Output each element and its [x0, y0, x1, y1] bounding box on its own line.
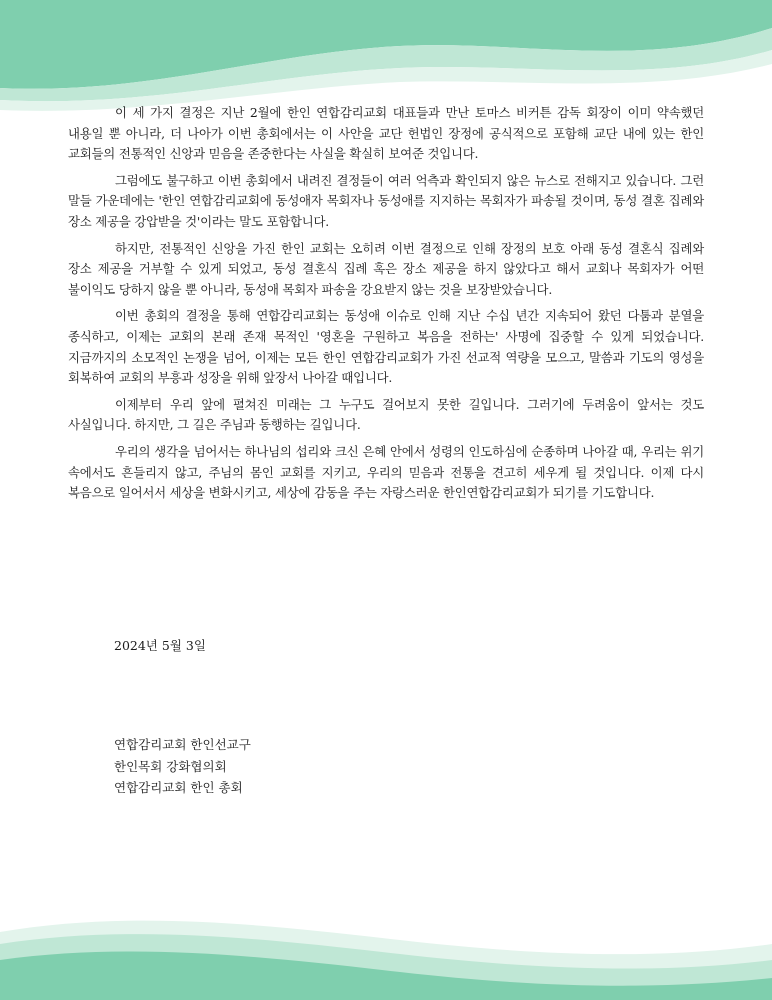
signer-name: 연합감리교회 한인선교구: [114, 737, 251, 752]
signer-name: 한인목회 강화협의회: [114, 758, 227, 774]
paragraph: 그럼에도 불구하고 이번 총회에서 내려진 결정들이 여러 억측과 확인되지 않은 뉴스로 전해지고 있습니다. 그런 말들 가운데에는 '한인 연합감리교회에 동성애자 목회자나 동성애를 지지하는 목회자가 파송될 것이며, 동성 결혼 집례와 장소 제공을 강압받을 것'이라는 말도 포함합니다.: [68, 172, 704, 229]
paragraph: 우리의 생각을 넘어서는 하나님의 섭리와 크신 은혜 안에서 성령의 인도하심에 순종하며 나아갈 때, 우리는 위기 속에서도 흔들리지 않고, 주님의 몸인 교회를 지키고, 우리의 믿음과 전통을 견고히 세우게 될 것입니다. 이제 다시 복음으로 일어서서 세상을 변화시키고, 세상에 감동을 주는 자랑스러운 한인연합감리교회가 되기를 기도합니다.: [68, 443, 704, 501]
paragraph: 하지만, 전통적인 신앙을 가진 한인 교회는 오히려 이번 결정으로 인해 장정의 보호 아래 동성 결혼식 집례와 장소 제공을 거부할 수 있게 되었고, 동성 결혼식 집례 혹은 장소 제공을 하지 않았다고 해서 교회나 목회자가 어떤 불이익도 당하지 않을 뿐 아니라, 동성애 목회자 파송을 강요받지 않는 것을 보장받았습니다.: [68, 240, 704, 297]
signatories: [114, 734, 251, 799]
paragraph: 이제부터 우리 앞에 펼쳐진 미래는 그 누구도 걸어보지 못한 길입니다. 그러기에 두려움이 앞서는 것도 사실입니다. 하지만, 그 길은 주님과 동행하는 길입니다.: [68, 396, 704, 433]
letter-date: 2024년 5월 3일: [114, 638, 206, 653]
signer-name: 연합감리교회 한인 총회: [114, 780, 243, 795]
paragraph: 이번 총회의 결정을 통해 연합감리교회는 동성애 이슈로 인해 지난 수십 년간 지속되어 왔던 다툼과 분열을 종식하고, 이제는 교회의 본래 존재 목적인 '영혼을 구원하고 복음을 전하는' 사명에 집중할 수 있게 되었습니다. 지금까지의 소모적인 논쟁을 넘어, 이제는 모든 한인 연합감리교회가 가진 선교적 역량을 모으고, 말씀과 기도의 영성을 회복하여 교회의 부흥과 성장을 위해 앞장서 나아갈 때입니다.: [68, 308, 704, 386]
paragraph: 이 세 가지 결정은 지난 2월에 한인 연합감리교회 대표들과 만난 토마스 비커튼 감독 회장이 이미 약속했던 내용일 뿐 아니라, 더 나아가 이번 총회에서는 이 사안을 교단 헌법인 장정에 공식적으로 포함해 교단 내에 있는 한인 교회들의 전통적인 신앙과 믿음을 존중한다는 사실을 확실히 보여준 것입니다.: [68, 105, 704, 162]
letter-body: [68, 103, 704, 510]
bottom-wave-decoration: [0, 880, 772, 1000]
top-wave-decoration: [0, 0, 772, 120]
